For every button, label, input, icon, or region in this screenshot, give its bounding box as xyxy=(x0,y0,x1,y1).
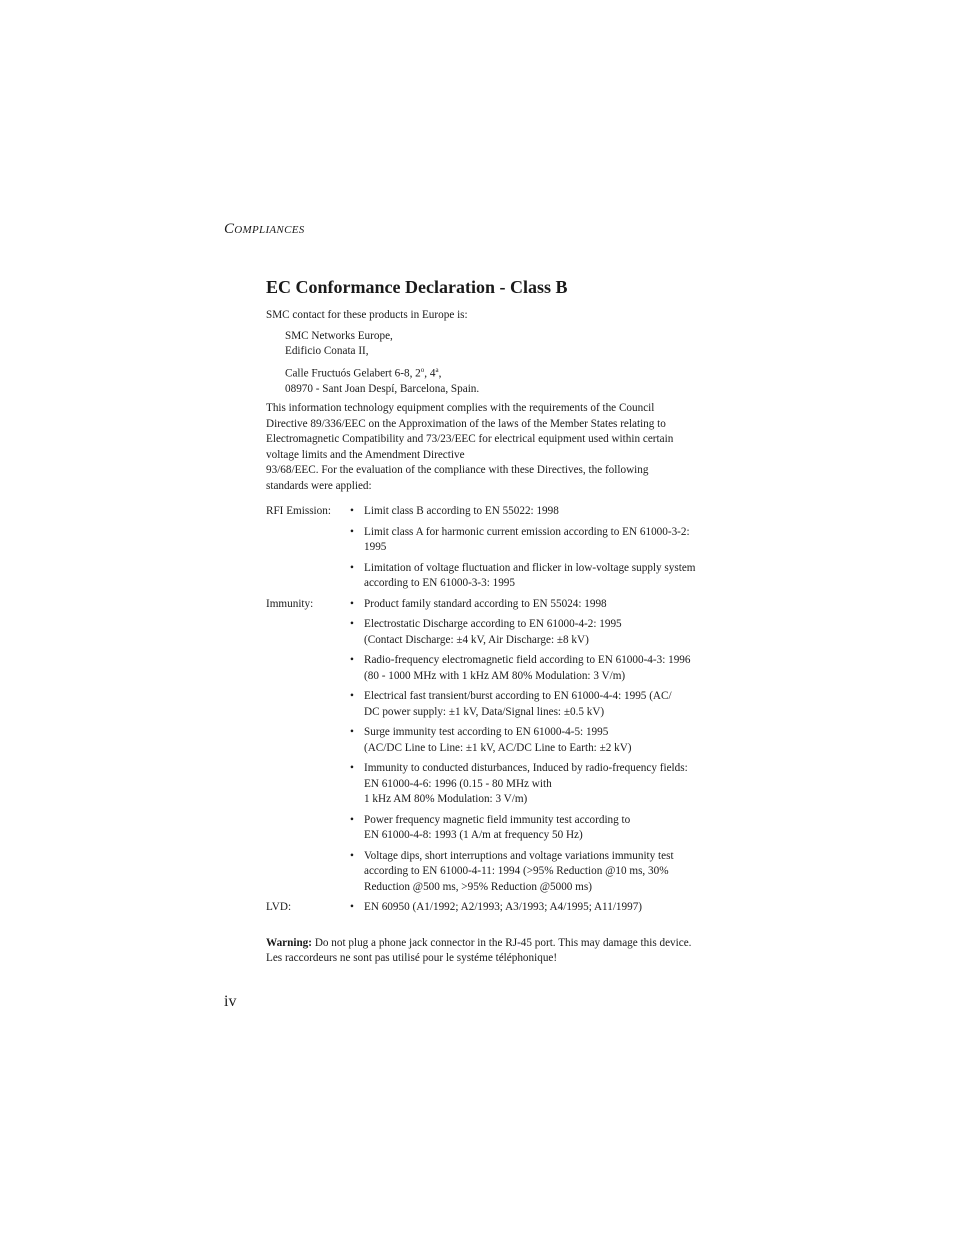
standard-item-line: Electrostatic Discharge according to EN 61000-4-2: 1995 xyxy=(364,618,622,631)
address-line-4: 08970 - Sant Joan Despí, Barcelona, Spain. xyxy=(285,382,480,395)
standards-label-lvd: LVD: xyxy=(266,901,292,914)
standard-item-line: (AC/DC Line to Line: ±1 kV, AC/DC Line to Earth: ±2 kV) xyxy=(364,741,632,754)
standard-item-line: according to EN 61000-3-3: 1995 xyxy=(364,577,515,590)
standard-item-line: Product family standard according to EN 55024: 1998 xyxy=(364,597,607,610)
statement-line: Directive 89/336/EEC on the Approximation of the laws of the Member States relating to xyxy=(266,417,666,430)
standard-item-line: 1 kHz AM 80% Modulation: 3 V/m) xyxy=(364,793,528,806)
standard-item-line: Limit class B according to EN 55022: 1998 xyxy=(364,505,559,518)
standard-item-line: Reduction @500 ms, >95% Reduction @5000 ms) xyxy=(364,880,592,893)
standard-item xyxy=(350,653,716,684)
address-line-3: Calle Fructuós Gelabert 6-8, 2$^o$, 4$^a$, xyxy=(285,365,442,380)
bullet-mark: • xyxy=(350,813,354,826)
standard-item-line: Immunity to conducted disturbances, Induced by radio-frequency fields: xyxy=(364,762,688,775)
statement-line: This information technology equipment complies with the requirements of the Council xyxy=(266,402,655,415)
bullet-mark: • xyxy=(350,690,354,703)
standards-group-lvd xyxy=(266,900,716,916)
standard-item-line: Surge immunity test according to EN 61000-4-5: 1995 xyxy=(364,726,609,739)
address-line-1: SMC Networks Europe, xyxy=(285,329,393,342)
standard-item xyxy=(350,561,716,592)
standards-label-immunity: Immunity: xyxy=(266,597,314,610)
standards-list-rfi xyxy=(350,504,716,592)
standards-list-immunity xyxy=(350,597,716,896)
standard-item-line: (Contact Discharge: ±4 kV, Air Discharge: ±8 kV) xyxy=(364,633,589,646)
bullet-mark: • xyxy=(350,618,354,631)
warning-note xyxy=(266,936,716,967)
section-title: EC Conformance Declaration - Class B xyxy=(266,277,568,297)
standard-item-line: DC power supply: ±1 kV, Data/Signal lines: ±0.5 kV) xyxy=(364,705,605,718)
warning-label: Warning: xyxy=(266,936,313,949)
standard-item-line: EN 60950 (A1/1992; A2/1993; A3/1993; A4/1995; A11/1997) xyxy=(364,901,643,914)
standard-item-line: Limitation of voltage fluctuation and flicker in low-voltage supply system xyxy=(364,561,696,574)
standard-item xyxy=(350,725,716,756)
standard-item-line: EN 61000-4-8: 1993 (1 A/m at frequency 50 Hz) xyxy=(364,829,583,842)
standard-item xyxy=(350,617,716,648)
statement-line: voltage limits and the Amendment Directive xyxy=(266,448,465,461)
standard-item xyxy=(350,761,716,808)
standard-item xyxy=(350,900,716,916)
standard-item xyxy=(350,813,716,844)
statement-line: 93/68/EEC. For the evaluation of the compliance with these Directives, the following xyxy=(266,464,649,477)
bullet-mark: • xyxy=(350,525,354,538)
bullet-mark: • xyxy=(350,901,354,914)
standard-item-line: Electrical fast transient/burst according to EN 61000-4-4: 1995 (AC/ xyxy=(364,690,672,703)
page-content xyxy=(266,276,716,967)
standards-label-rfi: RFI Emission: xyxy=(266,505,331,518)
bullet-mark: • xyxy=(350,597,354,610)
statement-line: Electromagnetic Compatibility and 73/23/EEC for electrical equipment used within certain xyxy=(266,433,674,446)
standard-item xyxy=(350,849,716,896)
compliance-statement xyxy=(266,401,716,494)
standard-item-line: Power frequency magnetic field immunity test according to xyxy=(364,813,631,826)
standard-item-line: (80 - 1000 MHz with 1 kHz AM 80% Modulation: 3 V/m) xyxy=(364,669,626,682)
standard-item-line: Voltage dips, short interruptions and voltage variations immunity test xyxy=(364,849,674,862)
running-header: Compliances xyxy=(224,221,305,237)
page-number: iv xyxy=(224,993,237,1010)
bullet-mark: • xyxy=(350,505,354,518)
bullet-mark: • xyxy=(350,654,354,667)
contact-intro: SMC contact for these products in Europe is: xyxy=(266,309,468,321)
bullet-mark: • xyxy=(350,762,354,775)
statement-line: standards were applied: xyxy=(266,479,372,492)
warning-line-2: Les raccordeurs ne sont pas utilisé pour le systéme téléphonique! xyxy=(266,952,558,965)
standards-group-rfi xyxy=(266,504,716,592)
warning-line-1: Warning: Do not plug a phone jack connector in the RJ-45 port. This may damage this device. xyxy=(266,936,692,949)
contact-address xyxy=(285,329,716,398)
bullet-mark: • xyxy=(350,561,354,574)
address-line-2: Edificio Conata II, xyxy=(285,345,369,357)
standard-item xyxy=(350,504,716,520)
standard-item-line: 1995 xyxy=(364,541,387,554)
bullet-mark: • xyxy=(350,849,354,862)
standard-item-line: Limit class A for harmonic current emission according to EN 61000-3-2: xyxy=(364,525,690,538)
standards-list-lvd xyxy=(350,900,716,916)
standards-group-immunity xyxy=(266,597,716,896)
bullet-mark: • xyxy=(350,726,354,739)
standard-item xyxy=(350,597,716,613)
standard-item xyxy=(350,525,716,556)
standard-item-line: according to EN 61000-4-11: 1994 (>95% Reduction @10 ms, 30% xyxy=(364,865,669,878)
standard-item-line: Radio-frequency electromagnetic field according to EN 61000-4-3: 1996 xyxy=(364,654,691,667)
standard-item-line: EN 61000-4-6: 1996 (0.15 - 80 MHz with xyxy=(364,777,552,790)
standard-item xyxy=(350,689,716,720)
